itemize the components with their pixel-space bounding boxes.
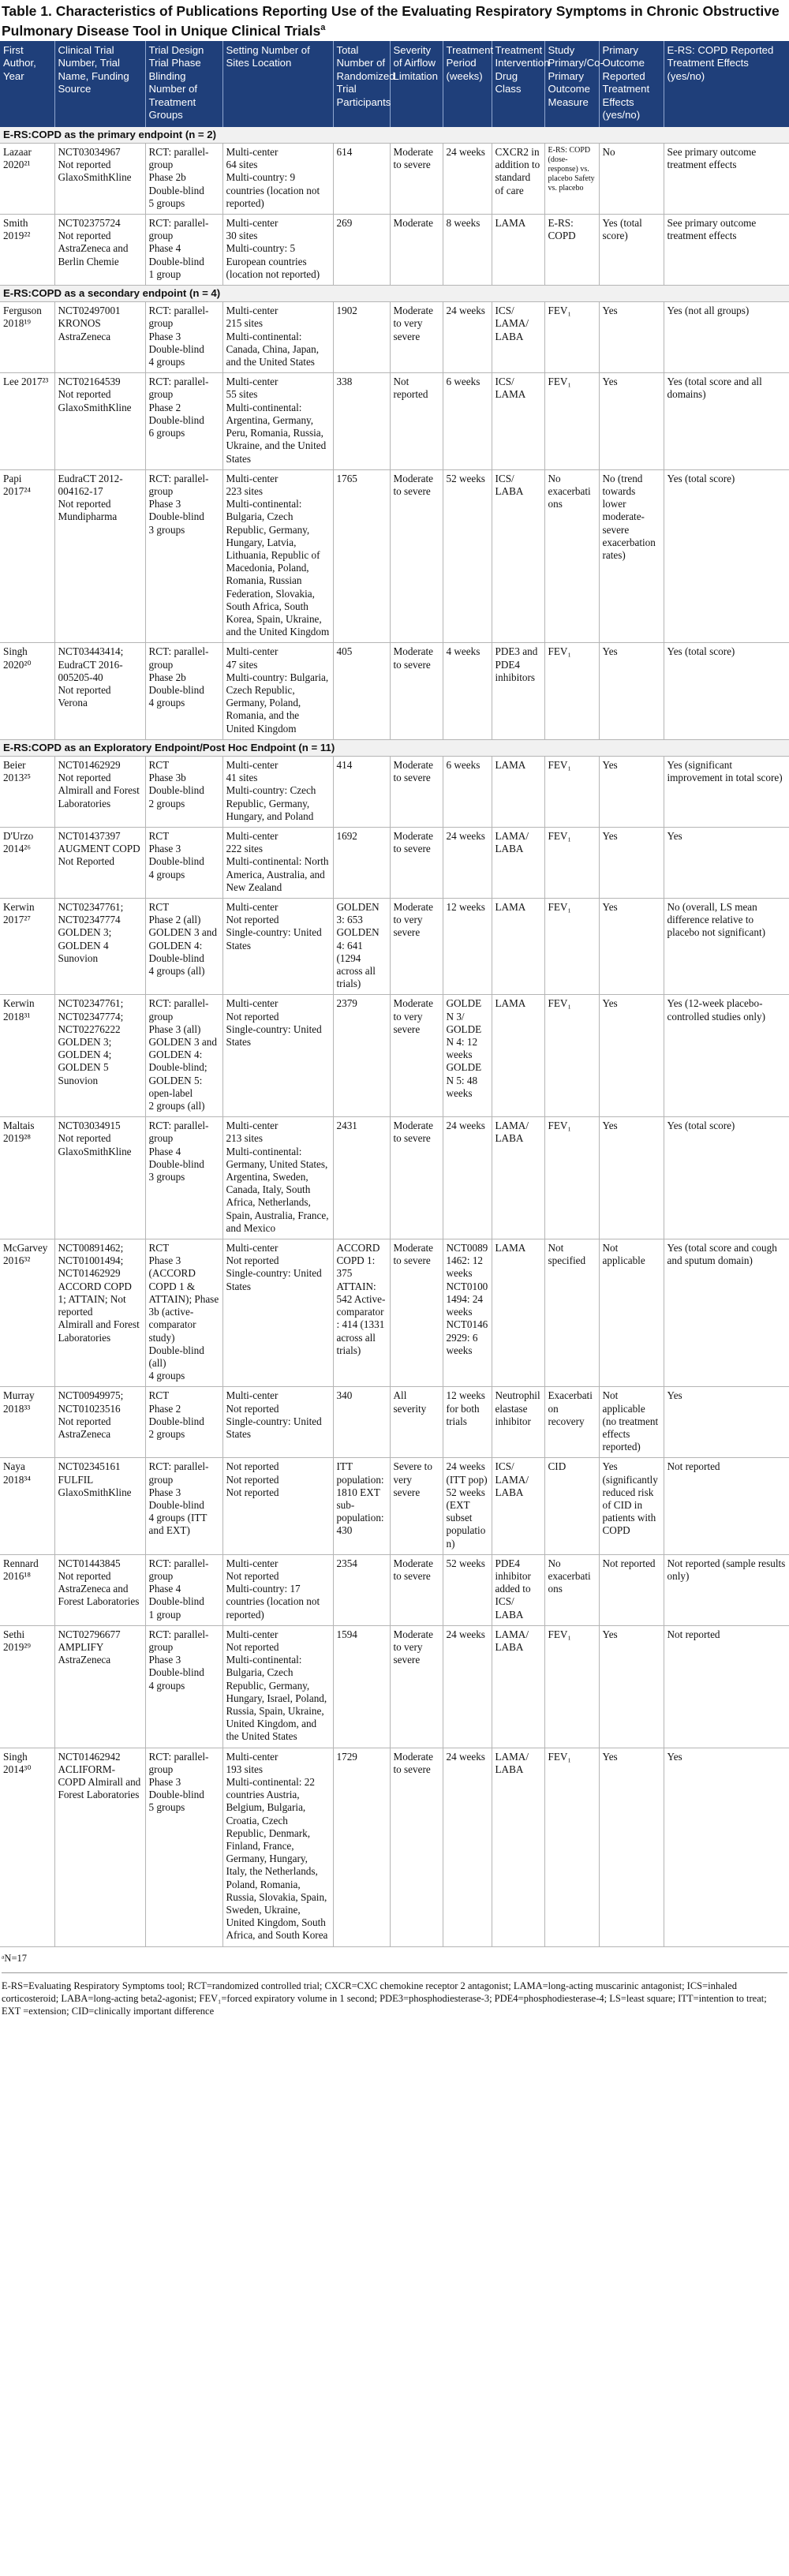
table-cell: FEV₁ <box>544 1748 599 1946</box>
table-row <box>0 1117 789 1239</box>
table-cell: ICS/ LABA <box>492 469 544 643</box>
table-cell: Moderate to severe <box>390 1117 443 1239</box>
table-cell: Ferguson 2018¹⁹ <box>0 302 54 373</box>
column-header: Clinical Trial Number, Trial Name, Funding Source <box>54 41 145 127</box>
table-cell: Yes (12-week placebo-controlled studies only) <box>664 995 789 1117</box>
table-cell: ICS/ LAMA/ LABA <box>492 302 544 373</box>
table-cell: 24 weeks (ITT pop) 52 weeks (EXT subset population) <box>443 1458 492 1554</box>
table-cell: RCT Phase 2 (all) GOLDEN 3 and GOLDEN 4: Double-blind 4 groups (all) <box>145 899 222 995</box>
table-cell: 2379 <box>333 995 390 1117</box>
table-cell: 1902 <box>333 302 390 373</box>
column-header: Trial Design Trial Phase Blinding Number of Treatment Groups <box>145 41 222 127</box>
table-cell: Papi 2017²⁴ <box>0 469 54 643</box>
table-cell: 1594 <box>333 1625 390 1748</box>
table-cell: RCT Phase 2 Double-blind 2 groups <box>145 1387 222 1458</box>
table-cell: Moderate to severe <box>390 469 443 643</box>
table-cell: Yes (not all groups) <box>664 302 789 373</box>
column-header: Primary Outcome Reported Treatment Effects (yes/no) <box>599 41 664 127</box>
table-cell: Moderate <box>390 215 443 286</box>
table-cell: 1765 <box>333 469 390 643</box>
table-cell: Yes (total score and cough and sputum domain) <box>664 1239 789 1387</box>
table-cell: Multi-center 64 sites Multi-country: 9 countries (location not reported) <box>222 144 333 215</box>
table-cell: ACCORD COPD 1: 375 ATTAIN: 542 Active-comparator: 414 (1331 across all trials) <box>333 1239 390 1387</box>
table-cell: 12 weeks for both trials <box>443 1387 492 1458</box>
table-cell: FEV₁ <box>544 899 599 995</box>
table-cell: Singh 2020²⁰ <box>0 643 54 739</box>
table-cell: NCT01462929 Not reported Almirall and Forest Laboratories <box>54 756 145 827</box>
table-cell: Yes (significant improvement in total score) <box>664 756 789 827</box>
table-cell: RCT: parallel-group Phase 3 Double-blind 5 groups <box>145 1748 222 1946</box>
table-cell: 24 weeks <box>443 1117 492 1239</box>
table-cell: NCT01462942 ACLIFORM-COPD Almirall and Forest Laboratories <box>54 1748 145 1946</box>
table-cell: NCT02347761; NCT02347774 GOLDEN 3; GOLDEN 4 Sunovion <box>54 899 145 995</box>
table-cell: ITT population: 1810 EXT sub-population: 430 <box>333 1458 390 1554</box>
table-cell: Moderate to severe <box>390 827 443 898</box>
table-cell: Yes <box>599 756 664 827</box>
table-cell: RCT: parallel-group Phase 4 Double-blind 1 group <box>145 215 222 286</box>
table-cell: Yes <box>599 643 664 739</box>
table-cell: NCT02347761; NCT02347774; NCT02276222 GOLDEN 3; GOLDEN 4; GOLDEN 5 Sunovion <box>54 995 145 1117</box>
table-cell: FEV₁ <box>544 373 599 469</box>
table-cell: No <box>599 144 664 215</box>
table-cell: LAMA/ LABA <box>492 1748 544 1946</box>
table-cell: LAMA <box>492 1239 544 1387</box>
table-title <box>0 0 789 41</box>
table-cell: Multi-center 222 sites Multi-continental: North America, Australia, and New Zealand <box>222 827 333 898</box>
table-cell: Moderate to severe <box>390 756 443 827</box>
table-cell: 12 weeks <box>443 899 492 995</box>
table-cell: Multi-center Not reported Multi-country: 17 countries (location not reported) <box>222 1554 333 1625</box>
table-cell: CXCR2 in addition to standard of care <box>492 144 544 215</box>
table-cell: Multi-center 213 sites Multi-continental: Germany, United States, Argentina, Sweden, Canada, Italy, South Africa, Netherlands, Spain, Australia, France, and Mexico <box>222 1117 333 1239</box>
footer-divider <box>2 1972 787 1973</box>
table-cell: RCT: parallel-group Phase 3 Double-blind 4 groups <box>145 302 222 373</box>
table-cell: RCT: parallel-group Phase 2b Double-blind 5 groups <box>145 144 222 215</box>
column-header: E-RS: COPD Reported Treatment Effects (yes/no) <box>664 41 789 127</box>
table-cell: NCT02497001 KRONOS AstraZeneca <box>54 302 145 373</box>
table-cell: 52 weeks <box>443 1554 492 1625</box>
table-cell: FEV₁ <box>544 827 599 898</box>
table-cell: LAMA <box>492 899 544 995</box>
table-cell: PDE3 and PDE4 inhibitors <box>492 643 544 739</box>
table-cell: FEV₁ <box>544 1117 599 1239</box>
table-cell: Lee 2017²³ <box>0 373 54 469</box>
table-cell: Exacerbation recovery <box>544 1387 599 1458</box>
table-row <box>0 1387 789 1458</box>
table-cell: Yes <box>664 1387 789 1458</box>
table-row <box>0 643 789 739</box>
table-cell: Multi-center Not reported Single-country: United States <box>222 1387 333 1458</box>
table-row <box>0 827 789 898</box>
table-cell: Moderate to severe <box>390 643 443 739</box>
table-cell: Moderate to very severe <box>390 1625 443 1748</box>
table-cell: FEV₁ <box>544 756 599 827</box>
table-cell: Yes <box>599 1748 664 1946</box>
table-row <box>0 373 789 469</box>
table-cell: Naya 2018³⁴ <box>0 1458 54 1554</box>
table-cell: Yes (total score and all domains) <box>664 373 789 469</box>
table-body <box>0 127 789 1946</box>
table-cell: Not specified <box>544 1239 599 1387</box>
table-cell: Beier 2013²⁵ <box>0 756 54 827</box>
table-cell: No exacerbations <box>544 469 599 643</box>
table-cell: Moderate to very severe <box>390 302 443 373</box>
table-cell: Yes <box>599 899 664 995</box>
table-cell: NCT00949975; NCT01023516 Not reported AstraZeneca <box>54 1387 145 1458</box>
table-cell: Yes <box>599 1117 664 1239</box>
table-cell: LAMA/ LABA <box>492 827 544 898</box>
table-cell: 1729 <box>333 1748 390 1946</box>
section-row <box>0 286 789 302</box>
table-cell: Smith 2019²² <box>0 215 54 286</box>
table-cell: 338 <box>333 373 390 469</box>
table-cell: RCT Phase 3b Double-blind 2 groups <box>145 756 222 827</box>
table-cell: LAMA/ LABA <box>492 1117 544 1239</box>
table-cell: NCT01437397 AUGMENT COPD Not Reported <box>54 827 145 898</box>
table-cell: Not reported (sample results only) <box>664 1554 789 1625</box>
column-header: Total Number of Randomized Trial Participants <box>333 41 390 127</box>
table-cell: Yes (significantly reduced risk of CID in patients with COPD <box>599 1458 664 1554</box>
table-cell: RCT: parallel-group Phase 3 Double-blind 4 groups <box>145 1625 222 1748</box>
table-cell: NCT00891462: 12 weeks NCT01001494: 24 weeks NCT01462929: 6 weeks <box>443 1239 492 1387</box>
section-label: E-RS:COPD as a secondary endpoint (n = 4) <box>0 286 789 302</box>
table-cell: LAMA <box>492 995 544 1117</box>
table-cell: NCT02345161 FULFIL GlaxoSmithKline <box>54 1458 145 1554</box>
table-cell: FEV₁ <box>544 643 599 739</box>
table-cell: Moderate to severe <box>390 1239 443 1387</box>
table-cell: Not reported <box>390 373 443 469</box>
table-cell: NCT03443414; EudraCT 2016-005205-40 Not reported Verona <box>54 643 145 739</box>
table-cell: Kerwin 2017²⁷ <box>0 899 54 995</box>
table-row <box>0 1239 789 1387</box>
table-cell: See primary outcome treatment effects <box>664 215 789 286</box>
table-cell: No (overall, LS mean difference relative to placebo not significant) <box>664 899 789 995</box>
table-row <box>0 469 789 643</box>
table-cell: Multi-center 30 sites Multi-country: 5 European countries (location not reported) <box>222 215 333 286</box>
table-cell: Multi-center 215 sites Multi-continental: Canada, China, Japan, and the United States <box>222 302 333 373</box>
section-label: E-RS:COPD as an Exploratory Endpoint/Post Hoc Endpoint (n = 11) <box>0 739 789 756</box>
table-cell: RCT: parallel-group Phase 3 (all) GOLDEN 3 and GOLDEN 4: Double-blind; GOLDEN 5: open-label 2 groups (all) <box>145 995 222 1117</box>
table-cell: NCT02796677 AMPLIFY AstraZeneca <box>54 1625 145 1748</box>
table-cell: Lazaar 2020²¹ <box>0 144 54 215</box>
table-cell: FEV₁ <box>544 995 599 1117</box>
table-cell: PDE4 inhibitor added to ICS/ LABA <box>492 1554 544 1625</box>
table-cell: RCT: parallel-group Phase 2b Double-blind 4 groups <box>145 643 222 739</box>
table-cell: LAMA/ LABA <box>492 1625 544 1748</box>
table-cell: D'Urzo 2014²⁶ <box>0 827 54 898</box>
table-row <box>0 144 789 215</box>
table-cell: Multi-center Not reported Single-country: United States <box>222 995 333 1117</box>
table-cell: Not reported Not reported Not reported <box>222 1458 333 1554</box>
table-row <box>0 756 789 827</box>
table-cell: LAMA <box>492 215 544 286</box>
table-cell: Moderate to severe <box>390 1554 443 1625</box>
table-row <box>0 1625 789 1748</box>
table-cell: 340 <box>333 1387 390 1458</box>
table-cell: No exacerbations <box>544 1554 599 1625</box>
table-cell: No (trend towards lower moderate-severe exacerbation rates) <box>599 469 664 643</box>
table-cell: RCT Phase 3 (ACCORD COPD 1 & ATTAIN); Phase 3b (active-comparator study) Double-blind (all) 4 groups <box>145 1239 222 1387</box>
table-cell: E-RS: COPD <box>544 215 599 286</box>
table-cell: CID <box>544 1458 599 1554</box>
table-cell: NCT03034967 Not reported GlaxoSmithKline <box>54 144 145 215</box>
table-cell: 6 weeks <box>443 756 492 827</box>
table-cell: FEV₁ <box>544 302 599 373</box>
table-cell: Multi-center 193 sites Multi-continental: 22 countries Austria, Belgium, Bulgaria, Croatia, Czech Republic, Denmark, Finland, France, Germany, Hungary, Italy, the Netherlands, Poland, Romania, Russia, Slovakia, Spain, Sweden, Ukraine, United Kingdom, South Africa, and South Korea <box>222 1748 333 1946</box>
table-cell: 269 <box>333 215 390 286</box>
table-cell: Not applicable (no treatment effects reported) <box>599 1387 664 1458</box>
table-row <box>0 899 789 995</box>
section-row <box>0 127 789 144</box>
table-cell: Yes <box>664 1748 789 1946</box>
table-cell: Yes (total score) <box>664 643 789 739</box>
table-cell: Multi-center 223 sites Multi-continental: Bulgaria, Czech Republic, Germany, Hungary, Latvia, Lithuania, Republic of Macedonia, Poland, Romania, Russian Federation, Slovakia, South Africa, South Korea, Spain, Ukraine, and the United Kingdom <box>222 469 333 643</box>
section-row <box>0 739 789 756</box>
table-cell: Multi-center Not reported Single-country: United States <box>222 899 333 995</box>
table-cell: 24 weeks <box>443 1625 492 1748</box>
table-cell: NCT02164539 Not reported GlaxoSmithKline <box>54 373 145 469</box>
table-cell: Moderate to severe <box>390 1748 443 1946</box>
table-cell: Yes <box>599 302 664 373</box>
table-cell: Multi-center 55 sites Multi-continental: Argentina, Germany, Peru, Romania, Russia, Ukraine, and the United States <box>222 373 333 469</box>
table-cell: 24 weeks <box>443 1748 492 1946</box>
title-superscript: a <box>320 23 326 32</box>
table-cell: Yes (total score) <box>664 1117 789 1239</box>
footnote-a: ᵃN=17 <box>2 1952 27 1964</box>
table-cell: Moderate to severe <box>390 144 443 215</box>
column-header: Severity of Airflow Limitation <box>390 41 443 127</box>
table-cell: 414 <box>333 756 390 827</box>
table-cell: GOLDEN 3: 653 GOLDEN 4: 641 (1294 across all trials) <box>333 899 390 995</box>
table-cell: 24 weeks <box>443 144 492 215</box>
table-header <box>0 41 789 127</box>
table-cell: 52 weeks <box>443 469 492 643</box>
table-cell: 24 weeks <box>443 827 492 898</box>
abbreviations-note: E-RS=Evaluating Respiratory Symptoms tool; RCT=randomized controlled trial; CXCR=CXC chemokine receptor 2 antagonist; LAMA=long-acting muscarinic antagonist; ICS=inhaled corticosteroid; LABA=long-acting beta2-agonist; FEV₁=forced expiratory volume in 1 second; PDE3=phosphodiesterase-3; PDE4=phosphodiesterase-4; LS=least square; ITT=intention to treat; EXT =extension; CID=clinically important difference <box>2 1980 767 2017</box>
table-cell: Yes <box>599 373 664 469</box>
table-cell: E-RS: COPD (dose-response) vs. placebo Safety vs. placebo <box>544 144 599 215</box>
table-cell: FEV₁ <box>544 1625 599 1748</box>
table-cell: Yes (total score) <box>664 469 789 643</box>
table-cell: Yes <box>664 827 789 898</box>
table-cell: Multi-center 41 sites Multi-country: Czech Republic, Germany, Hungary, and Poland <box>222 756 333 827</box>
table-cell: 2431 <box>333 1117 390 1239</box>
table-cell: Moderate to very severe <box>390 899 443 995</box>
table-cell: RCT: parallel-group Phase 4 Double-blind 1 group <box>145 1554 222 1625</box>
table-cell: RCT: parallel-group Phase 3 Double-blind 3 groups <box>145 469 222 643</box>
table-cell: Kerwin 2018³¹ <box>0 995 54 1117</box>
column-header: Treatment Period (weeks) <box>443 41 492 127</box>
header-row <box>0 41 789 127</box>
table-cell: Yes (total score) <box>599 215 664 286</box>
table-cell: RCT: parallel-group Phase 3 Double-blind 4 groups (ITT and EXT) <box>145 1458 222 1554</box>
title-text: Table 1. Characteristics of Publications Reporting Use of the Evaluating Respiratory Symptoms in Chronic Obstructive Pulmonary Disease Tool in Unique Clinical Trials <box>2 3 780 39</box>
table-row <box>0 302 789 373</box>
table-cell: Maltais 2019²⁸ <box>0 1117 54 1239</box>
table-cell: 1692 <box>333 827 390 898</box>
table-cell: ICS/ LAMA <box>492 373 544 469</box>
table-cell: 24 weeks <box>443 302 492 373</box>
column-header: Study Primary/Co-Primary Outcome Measure <box>544 41 599 127</box>
column-header: Treatment Intervention Drug Class <box>492 41 544 127</box>
table-cell: RCT: parallel-group Phase 2 Double-blind 6 groups <box>145 373 222 469</box>
table-cell: Yes <box>599 1625 664 1748</box>
table-cell: NCT01443845 Not reported AstraZeneca and Forest Laboratories <box>54 1554 145 1625</box>
table-row <box>0 1458 789 1554</box>
table-cell: LAMA <box>492 756 544 827</box>
table-row <box>0 995 789 1117</box>
table-cell: Yes <box>599 827 664 898</box>
table-cell: Neutrophil elastase inhibitor <box>492 1387 544 1458</box>
table-cell: 405 <box>333 643 390 739</box>
table-cell: Multi-center 47 sites Multi-country: Bulgaria, Czech Republic, Germany, Poland, Romania, and the United Kingdom <box>222 643 333 739</box>
table-cell: NCT00891462; NCT01001494; NCT01462929 ACCORD COPD 1; ATTAIN; Not reported Almirall and Forest Laboratories <box>54 1239 145 1387</box>
table-cell: Multi-center Not reported Single-country: United States <box>222 1239 333 1387</box>
characteristics-table <box>0 41 789 1947</box>
column-header: First Author, Year <box>0 41 54 127</box>
table-cell: McGarvey 2016³² <box>0 1239 54 1387</box>
table-cell: EudraCT 2012-004162-17 Not reported Mundipharma <box>54 469 145 643</box>
table-cell: Multi-center Not reported Multi-continental: Bulgaria, Czech Republic, Germany, Hungary, Israel, Poland, Russia, Spain, Ukraine, United Kingdom, and the United States <box>222 1625 333 1748</box>
table-cell: RCT Phase 3 Double-blind 4 groups <box>145 827 222 898</box>
table-cell: ICS/ LAMA/ LABA <box>492 1458 544 1554</box>
table-cell: Not applicable <box>599 1239 664 1387</box>
table-cell: Yes <box>599 995 664 1117</box>
table-cell: Not reported <box>664 1458 789 1554</box>
table-cell: 4 weeks <box>443 643 492 739</box>
table-cell: Not reported <box>664 1625 789 1748</box>
table-row <box>0 1554 789 1625</box>
column-header: Setting Number of Sites Location <box>222 41 333 127</box>
table-cell: All severity <box>390 1387 443 1458</box>
table-cell: Not reported <box>599 1554 664 1625</box>
section-label: E-RS:COPD as the primary endpoint (n = 2) <box>0 127 789 144</box>
table-cell: 614 <box>333 144 390 215</box>
table-cell: Singh 2014³⁰ <box>0 1748 54 1946</box>
table-cell: NCT03034915 Not reported GlaxoSmithKline <box>54 1117 145 1239</box>
table-cell: Severe to very severe <box>390 1458 443 1554</box>
table-row <box>0 1748 789 1946</box>
table-cell: 6 weeks <box>443 373 492 469</box>
table-cell: See primary outcome treatment effects <box>664 144 789 215</box>
table-row <box>0 215 789 286</box>
table-cell: Sethi 2019²⁹ <box>0 1625 54 1748</box>
table-cell: NCT02375724 Not reported AstraZeneca and Berlin Chemie <box>54 215 145 286</box>
table-cell: Moderate to very severe <box>390 995 443 1117</box>
table-cell: RCT: parallel-group Phase 4 Double-blind 3 groups <box>145 1117 222 1239</box>
table-cell: GOLDEN 3/ GOLDEN 4: 12 weeks GOLDEN 5: 48 weeks <box>443 995 492 1117</box>
table-cell: 2354 <box>333 1554 390 1625</box>
table-cell: 8 weeks <box>443 215 492 286</box>
table-cell: Rennard 2016¹⁸ <box>0 1554 54 1625</box>
table-footer <box>0 1947 789 2030</box>
table-cell: Murray 2018³³ <box>0 1387 54 1458</box>
